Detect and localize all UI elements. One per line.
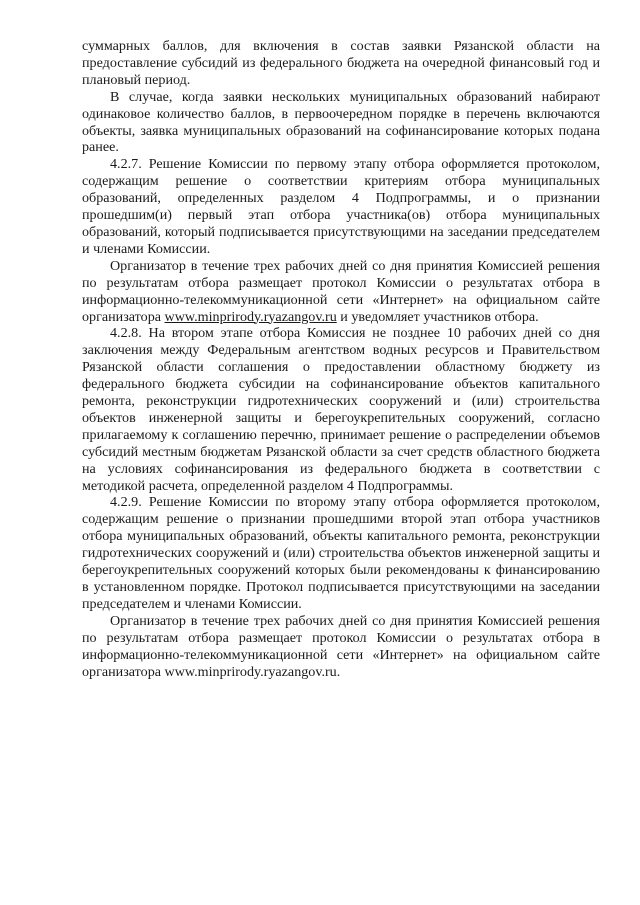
paragraph-4-2-8: 4.2.8. На втором этапе отбора Комиссия не позднее 10 рабочих дней со дня заключения между Федеральным агентством водных ресурсов и Правительством Рязанской области соглашения о предоставлении областному бюджету из федерального бюджета субсидии на софинансирование объектов капитального ремонта, реконструкции гидротехнических сооружений и (или) строительства объектов инженерной защиты и берегоукрепительных сооружений, согласно прилагаемому к соглашению перечню, принимает решение о распределении объемов субсидий местным бюджетам Рязанской области за счет средств областного бюджета на условиях софинансирования из федерального бюджета в соответствии с методикой расчета, определенной разделом 4 Подпрограммы. [82,325,600,494]
paragraph-4-2-7: 4.2.7. Решение Комиссии по первому этапу отбора оформляется протоколом, содержащим решение о соответствии критериям отбора муниципальных образований, определенных разделом 4 Подпрограммы, и о признании прошедшим(и) первый этап отбора участника(ов) отбора муниципальных образований, который подписывается присутствующими на заседании председателем и членами Комиссии. [82,156,600,257]
publication-text-before: Организатор в течение трех рабочих дней со дня принятия Комиссией решения по результатам отбора размещает протокол Комиссии о результатах отбора в информационно-телекоммуникационной сети «Интернет» на официальном сайте организатора [82,257,600,325]
document-page [82,38,600,680]
paragraph-4-2-9: 4.2.9. Решение Комиссии по второму этапу отбора оформляется протоколом, содержащим решение о признании прошедшими второй этап отбора участников отбора муниципальных образований, объекты капитального ремонта, реконструкции гидротехнических сооружений и (или) строительства объектов инженерной защиты и берегоукрепительных сооружений которых были рекомендованы к финансированию в установленном порядке. Протокол подписывается присутствующими на заседании председателем и членами Комиссии. [82,494,600,612]
ministry-website-link[interactable]: www.minprirody.ryazangov.ru [164,308,337,325]
paragraph-scoring-continuation: суммарных баллов, для включения в состав заявки Рязанской области на предоставление субсидий из федерального бюджета на очередной финансовый год и плановый период. [82,38,600,88]
paragraph-publication-first [82,258,600,326]
paragraph-publication-second: Организатор в течение трех рабочих дней со дня принятия Комиссией решения по результатам отбора размещает протокол Комиссии о результатах отбора в информационно-телекоммуникационной сети «Интернет» на официальном сайте организатора www.minprirody.ryazangov.ru. [82,612,600,680]
paragraph-equal-scores: В случае, когда заявки нескольких муниципальных образований набирают одинаковое количество баллов, в первоочередном порядке в перечень включаются объекты, заявка муниципальных образований на софинансирование которых подана ранее. [82,88,600,156]
publication-text-after: и уведомляет участников отбора. [336,308,539,325]
